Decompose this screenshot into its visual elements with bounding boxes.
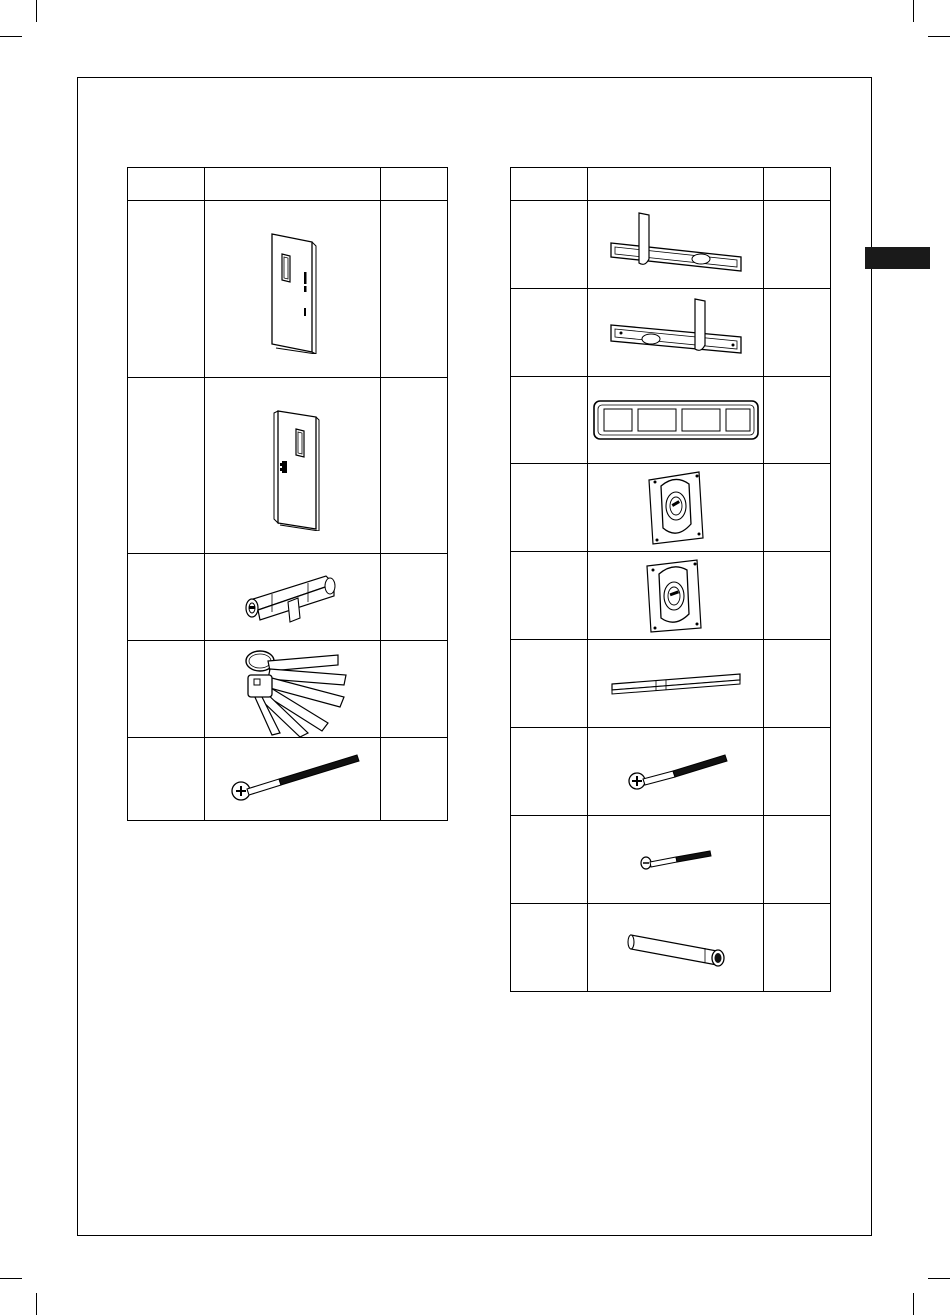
part-image-cell	[588, 289, 764, 377]
part-image-cell	[205, 738, 381, 821]
header-illustration	[205, 168, 381, 201]
part-ref	[511, 552, 588, 640]
table-row	[511, 816, 831, 904]
part-qty	[381, 641, 448, 738]
escutcheon-icon	[641, 468, 711, 548]
escutcheon-rotated-icon	[641, 556, 711, 636]
table-header-row	[128, 168, 448, 201]
crop-mark	[36, 1293, 37, 1315]
table-row	[128, 738, 448, 821]
part-image-cell	[205, 378, 381, 554]
header-illustration	[588, 168, 764, 201]
header-qty	[381, 168, 448, 201]
part-ref	[128, 641, 205, 738]
part-ref	[511, 640, 588, 728]
part-image-cell	[588, 552, 764, 640]
parts-table-right	[510, 167, 831, 992]
table-row	[511, 377, 831, 464]
table-header-row	[511, 168, 831, 201]
part-image-cell	[588, 464, 764, 552]
spindle-bar-icon	[606, 664, 746, 704]
spacer-tube-icon	[621, 923, 731, 973]
crop-mark	[0, 36, 22, 37]
table-row	[511, 289, 831, 377]
part-qty	[381, 554, 448, 641]
header-ref	[128, 168, 205, 201]
part-ref	[511, 816, 588, 904]
header-ref	[511, 168, 588, 201]
part-ref	[511, 201, 588, 289]
short-screw-icon	[636, 845, 716, 875]
part-qty	[764, 728, 831, 816]
long-screw-icon	[223, 749, 363, 809]
part-ref	[511, 464, 588, 552]
part-ref	[128, 378, 205, 554]
part-image-cell	[588, 816, 764, 904]
part-qty	[764, 640, 831, 728]
part-ref	[511, 728, 588, 816]
part-image-cell	[588, 201, 764, 289]
part-qty	[381, 378, 448, 554]
table-row	[128, 641, 448, 738]
part-image-cell	[588, 640, 764, 728]
part-ref	[128, 738, 205, 821]
section-tab	[865, 247, 930, 269]
crop-mark	[0, 1278, 22, 1279]
header-qty	[764, 168, 831, 201]
table-row	[511, 464, 831, 552]
part-qty	[764, 464, 831, 552]
part-qty	[764, 201, 831, 289]
crop-mark	[928, 36, 950, 37]
part-qty	[764, 552, 831, 640]
table-row	[128, 554, 448, 641]
part-ref	[128, 201, 205, 378]
part-image-cell	[588, 728, 764, 816]
part-qty	[764, 904, 831, 992]
table-row	[511, 904, 831, 992]
lock-cylinder-icon	[238, 562, 348, 632]
door-leaf-icon	[258, 224, 328, 354]
table-row	[128, 201, 448, 378]
keys-bunch-icon	[228, 641, 358, 737]
long-plate-icon	[590, 395, 762, 445]
table-row	[128, 378, 448, 554]
crop-mark	[36, 0, 37, 22]
part-image-cell	[588, 904, 764, 992]
handle-plate-right-icon	[601, 295, 751, 371]
table-row	[511, 552, 831, 640]
table-row	[511, 728, 831, 816]
part-ref	[128, 554, 205, 641]
part-image-cell	[205, 554, 381, 641]
medium-screw-icon	[621, 747, 731, 797]
crop-mark	[913, 1293, 914, 1315]
part-ref	[511, 289, 588, 377]
part-qty	[764, 816, 831, 904]
handle-plate-left-icon	[601, 207, 751, 283]
parts-table-left	[127, 167, 448, 821]
crop-mark	[928, 1278, 950, 1279]
part-image-cell	[205, 641, 381, 738]
part-ref	[511, 904, 588, 992]
part-qty	[381, 738, 448, 821]
part-image-cell	[205, 201, 381, 378]
door-leaf-with-lock-icon	[258, 401, 328, 531]
part-qty	[764, 377, 831, 464]
table-row	[511, 201, 831, 289]
table-row	[511, 640, 831, 728]
part-image-cell	[588, 377, 764, 464]
part-ref	[511, 377, 588, 464]
part-qty	[764, 289, 831, 377]
part-qty	[381, 201, 448, 378]
crop-mark	[913, 0, 914, 22]
